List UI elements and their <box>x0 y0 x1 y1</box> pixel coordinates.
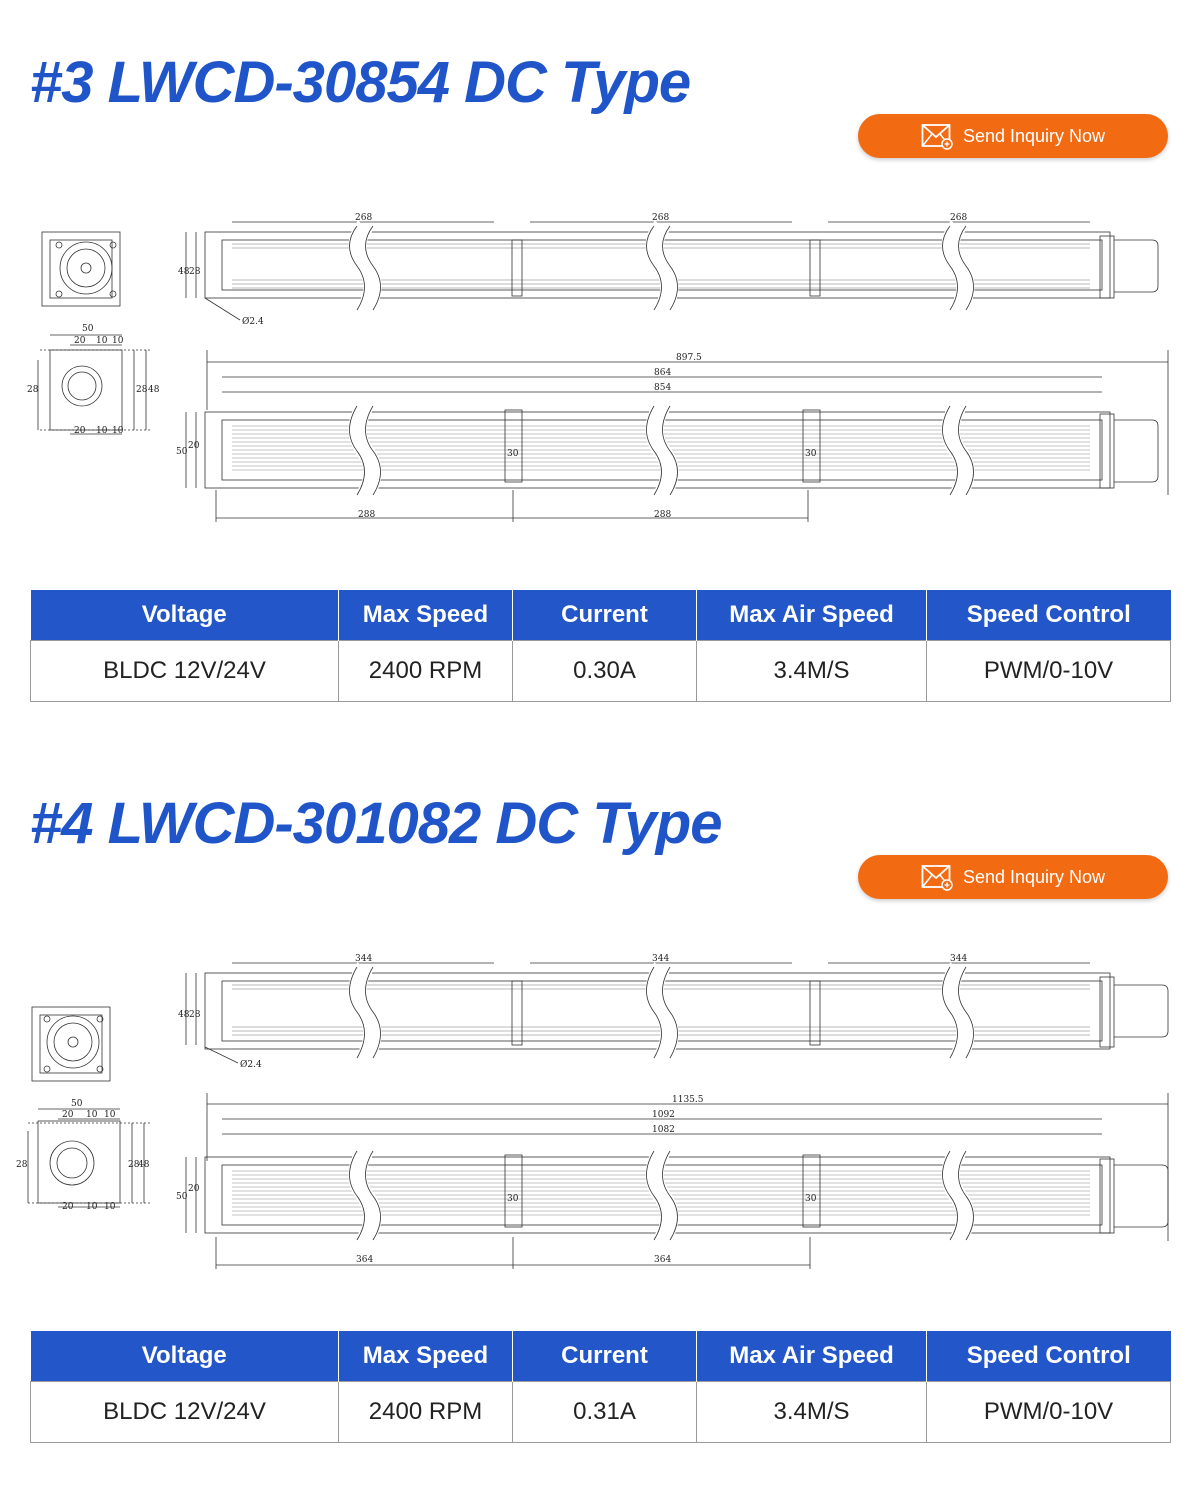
dim-height-48: 48 <box>178 1010 190 1020</box>
spec-value: 0.31A <box>513 1382 697 1443</box>
fan-front-view <box>186 1093 1168 1269</box>
dim-overall: 1135.5 <box>672 1095 704 1105</box>
spec-value: PWM/0-10V <box>927 1382 1171 1443</box>
fan-front-view <box>186 350 1168 522</box>
spec-value: 3.4M/S <box>697 641 927 702</box>
dim-span-1: 364 <box>356 1255 374 1265</box>
send-inquiry-label: Send Inquiry Now <box>962 866 1106 887</box>
dim-overall: 897.5 <box>676 353 702 363</box>
end-view-side <box>28 1109 150 1207</box>
dim-end-10d: 10 <box>104 1202 116 1212</box>
dim-end-20-bottom: 20 <box>74 426 86 436</box>
dim-length-a: 864 <box>654 368 672 378</box>
spec-value: BLDC 12V/24V <box>31 1382 339 1443</box>
dim-span-1: 288 <box>358 510 376 520</box>
dimension-labels <box>16 954 967 1265</box>
dim-bracket-30a: 30 <box>507 449 519 459</box>
spec-header: Speed Control <box>927 1331 1171 1382</box>
dim-bracket-30b: 30 <box>805 1194 817 1204</box>
spec-header: Current <box>513 1331 697 1382</box>
dim-end-10c: 10 <box>86 1202 98 1212</box>
dim-height-28: 28 <box>189 1010 201 1020</box>
dim-front-20: 20 <box>188 1184 200 1194</box>
product-title: #3 LWCD-30854 DC Type <box>30 50 691 115</box>
spec-header: Current <box>513 590 697 641</box>
dim-end-48: 48 <box>138 1160 150 1170</box>
dim-segment-2: 344 <box>652 954 670 964</box>
end-view-front <box>32 1007 110 1081</box>
end-view-side <box>38 335 150 434</box>
dim-end-28: 28 <box>16 1160 28 1170</box>
spec-value-row <box>31 1382 1171 1443</box>
spec-header-row <box>31 590 1171 641</box>
spec-header: Speed Control <box>927 590 1171 641</box>
dim-end-width: 50 <box>71 1099 83 1109</box>
dim-end-28-right: 28 <box>128 1160 140 1170</box>
dim-segment-1: 268 <box>355 213 373 223</box>
spec-header: Max Air Speed <box>697 590 927 641</box>
spec-header: Max Speed <box>339 1331 513 1382</box>
send-inquiry-label: Send Inquiry Now <box>962 125 1106 146</box>
dim-front-20: 20 <box>188 441 200 451</box>
dim-end-28-right: 28 <box>136 385 148 395</box>
dim-end-10d: 10 <box>112 426 124 436</box>
dim-span-2: 288 <box>654 510 672 520</box>
dim-bracket-30a: 30 <box>507 1194 519 1204</box>
dim-front-50: 50 <box>176 1192 188 1202</box>
dim-end-48: 48 <box>148 385 160 395</box>
dim-end-20: 20 <box>74 336 86 346</box>
dim-segment-3: 344 <box>950 954 968 964</box>
dimension-labels <box>27 213 967 520</box>
mail-icon <box>921 863 953 891</box>
product-title: #4 LWCD-301082 DC Type <box>30 791 722 856</box>
spec-value: BLDC 12V/24V <box>31 641 339 702</box>
spec-value: 0.30A <box>513 641 697 702</box>
dim-span-2: 364 <box>654 1255 672 1265</box>
dim-height-28: 28 <box>189 267 201 277</box>
spec-table <box>30 590 1171 702</box>
dim-height-48: 48 <box>178 267 190 277</box>
dim-end-20: 20 <box>62 1110 74 1120</box>
technical-drawing <box>0 200 1200 530</box>
dim-end-10a: 10 <box>86 1110 98 1120</box>
dim-length-a: 1092 <box>652 1110 675 1120</box>
spec-value: 2400 RPM <box>339 641 513 702</box>
dim-end-10b: 10 <box>104 1110 116 1120</box>
dim-end-width: 50 <box>82 324 94 334</box>
spec-header: Voltage <box>31 1331 339 1382</box>
spec-value: 3.4M/S <box>697 1382 927 1443</box>
dim-end-10c: 10 <box>96 426 108 436</box>
dim-length-b: 854 <box>654 383 672 393</box>
send-inquiry-button[interactable] <box>858 855 1168 899</box>
dim-hole: Ø2.4 <box>240 1060 262 1070</box>
spec-value: PWM/0-10V <box>927 641 1171 702</box>
end-view-front <box>42 232 120 306</box>
fan-top-view <box>186 222 1158 320</box>
send-inquiry-button[interactable] <box>858 114 1168 158</box>
dim-end-20-bottom: 20 <box>62 1202 74 1212</box>
dim-segment-2: 268 <box>652 213 670 223</box>
spec-value-row <box>31 641 1171 702</box>
dim-end-28: 28 <box>27 385 39 395</box>
dim-end-10a: 10 <box>96 336 108 346</box>
dim-end-10b: 10 <box>112 336 124 346</box>
technical-drawing <box>0 941 1200 1271</box>
dim-hole: Ø2.4 <box>242 317 264 327</box>
dim-length-b: 1082 <box>652 1125 675 1135</box>
mail-icon <box>921 122 953 150</box>
dim-segment-1: 344 <box>355 954 373 964</box>
spec-header-row <box>31 1331 1171 1382</box>
spec-table <box>30 1331 1171 1443</box>
fan-top-view <box>186 963 1168 1063</box>
dim-bracket-30b: 30 <box>805 449 817 459</box>
spec-header: Max Air Speed <box>697 1331 927 1382</box>
spec-header: Voltage <box>31 590 339 641</box>
spec-value: 2400 RPM <box>339 1382 513 1443</box>
dim-front-50: 50 <box>176 447 188 457</box>
dim-segment-3: 268 <box>950 213 968 223</box>
spec-header: Max Speed <box>339 590 513 641</box>
